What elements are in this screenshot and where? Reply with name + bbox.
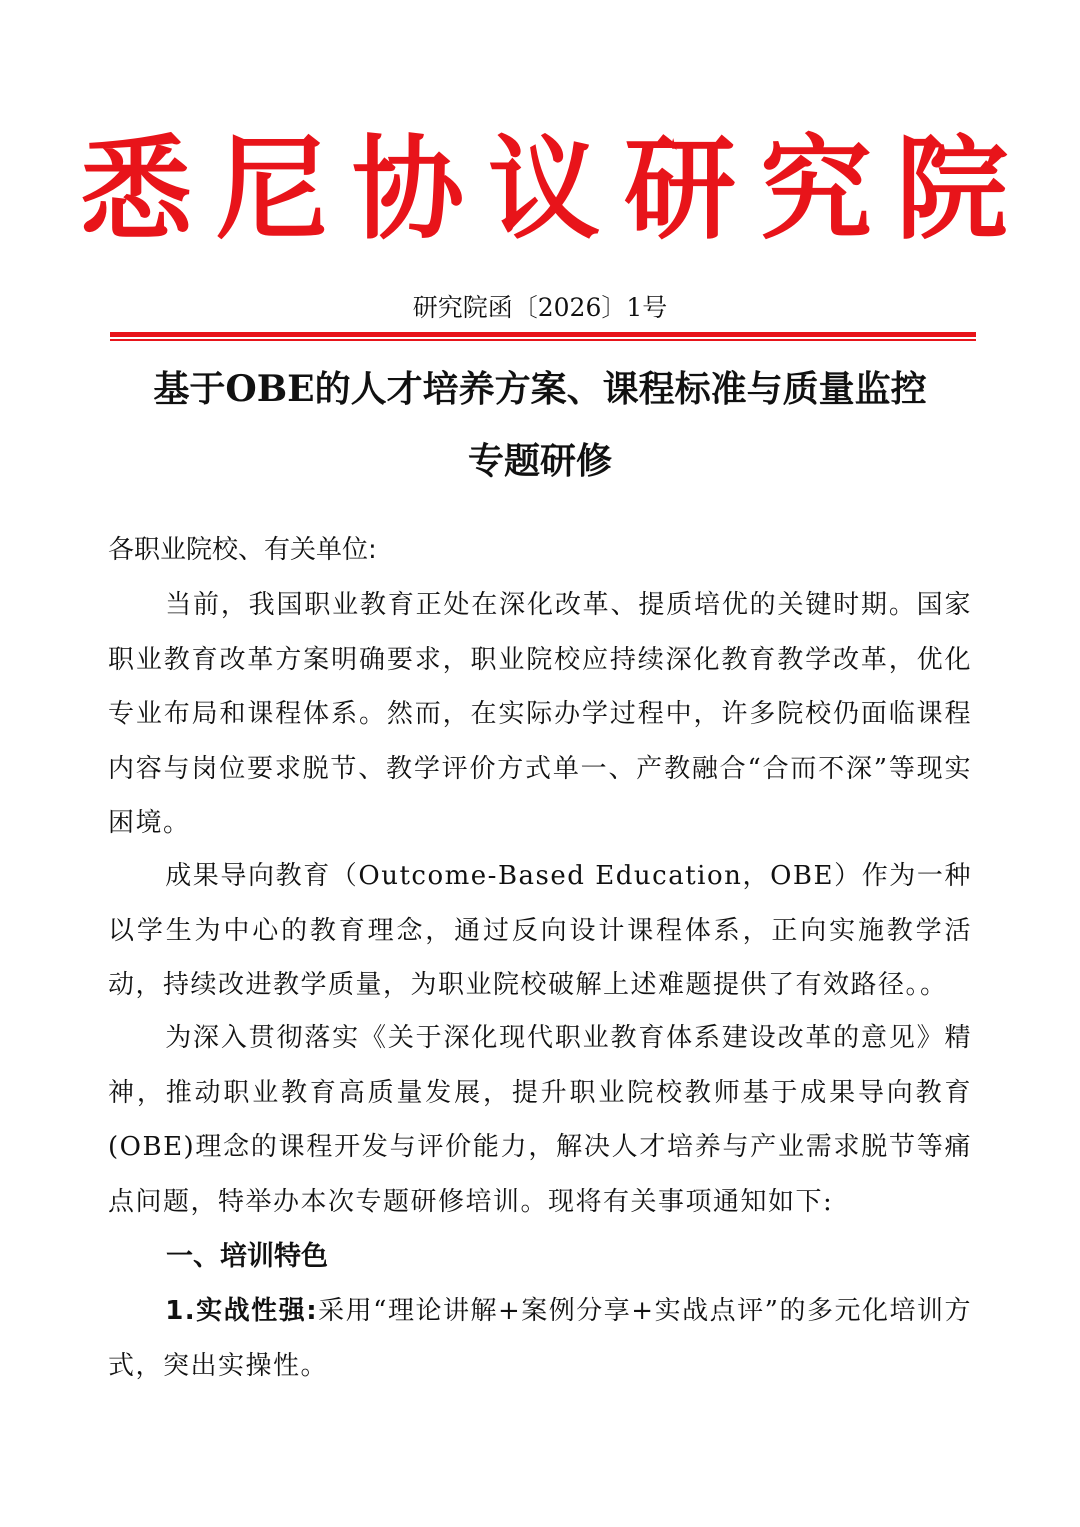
org-name-header: 悉尼协议研究院 — [80, 124, 1032, 255]
body-paragraph-3: 为深入贯彻落实《关于深化现代职业教育体系建设改革的意见》精神，推动职业教育高质量发展，提升职业院校教师基于成果导向教育(OBE)理念的课程开发与评价能力，解决人才培养与产业需求脱节等痛点问题，特举办本次专题研修培训。现将有关事项通知如下: — [108, 1023, 972, 1217]
body-paragraph-1: 当前，我国职业教育正处在深化改革、提质培优的关键时期。国家职业教育改革方案明确要求，职业院校应持续深化教育教学改革，优化专业布局和课程体系。然而，在实际办学过程中，许多院校仍面临课程内容与岗位要求脱节、教学评价方式单一、产教融合“合而不深”等现实困境。 — [108, 590, 972, 838]
feature-item-1-lead: 1.实战性强: — [165, 1296, 319, 1326]
feature-item-1 — [108, 1284, 972, 1393]
document-title-line1: 基于OBE的人才培养方案、课程标准与质量监控 — [153, 368, 927, 410]
body-paragraph-2: 成果导向教育（Outcome-Based Education，OBE）作为一种以学生为中心的教育理念，通过反向设计课程体系，正向实施教学活动，持续改进教学质量，为职业院校破解上述难题提供了有效路径。。 — [108, 861, 972, 1000]
document-title-line2: 专题研修 — [467, 440, 612, 482]
salutation: 各职业院校、有关单位: — [108, 535, 377, 565]
red-divider-thick — [110, 332, 976, 337]
feature-item-1-text: 采用“理论讲解+案例分享+实战点评”的多元化培训方式，突出实操性。 — [108, 1296, 972, 1381]
section-heading-features: 一、培训特色 — [166, 1241, 328, 1272]
red-divider-thin — [110, 339, 976, 341]
document-number: 研究院函〔2026〕1号 — [412, 293, 668, 322]
